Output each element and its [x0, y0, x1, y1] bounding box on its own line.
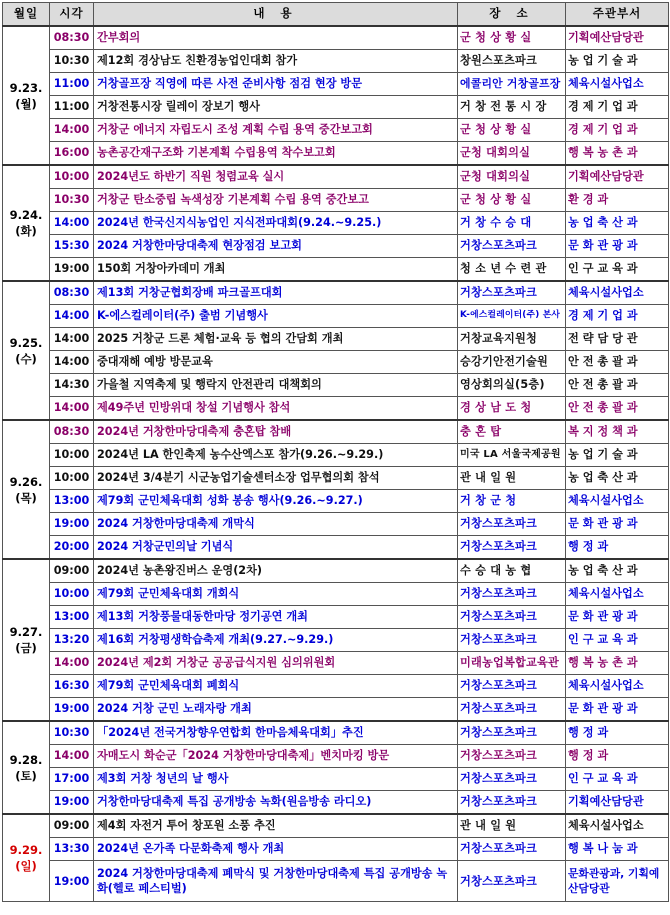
event-content: 2024 거창 군민 노래자랑 개최 — [94, 698, 458, 722]
schedule-row — [3, 73, 669, 96]
event-dept: 기획예산담당관 — [566, 165, 669, 189]
event-time: 10:30 — [50, 50, 94, 73]
schedule-row — [3, 142, 669, 166]
event-dept: 농 업 기 술 과 — [566, 444, 669, 467]
event-content: 2024 거창한마당대축제 개막식 — [94, 513, 458, 536]
event-place: 군 청 상 황 실 — [458, 189, 566, 212]
event-place: 거창스포츠파크 — [458, 606, 566, 629]
event-dept: 환 경 과 — [566, 189, 669, 212]
day-cell — [3, 26, 50, 165]
event-content: 거창군 탄소중립 녹색성장 기본계획 수립 용역 중간보고 — [94, 189, 458, 212]
schedule-row — [3, 768, 669, 791]
schedule-row — [3, 559, 669, 583]
event-time: 13:00 — [50, 606, 94, 629]
event-content: 간부회의 — [94, 26, 458, 50]
event-dept: 체육시설사업소 — [566, 73, 669, 96]
event-time: 19:00 — [50, 258, 94, 282]
event-content: 중대재해 예방 방문교육 — [94, 351, 458, 374]
event-place: 거 창 수 승 대 — [458, 212, 566, 235]
schedule-row — [3, 490, 669, 513]
event-time: 10:00 — [50, 444, 94, 467]
schedule-row — [3, 374, 669, 397]
header-day: 월일 — [3, 3, 50, 27]
event-time: 13:30 — [50, 838, 94, 861]
event-content: 2024년 3/4분기 시군농업기술센터소장 업무협의회 참석 — [94, 467, 458, 490]
schedule-row — [3, 791, 669, 815]
event-dept: 행 정 과 — [566, 721, 669, 745]
event-place: 거창스포츠파크 — [458, 721, 566, 745]
schedule-row — [3, 258, 669, 282]
event-time: 19:00 — [50, 513, 94, 536]
day-weekday: (수) — [15, 351, 37, 366]
schedule-row — [3, 189, 669, 212]
event-place: 거 창 군 청 — [458, 490, 566, 513]
event-time: 13:00 — [50, 490, 94, 513]
event-time: 14:00 — [50, 397, 94, 421]
day-weekday: (화) — [15, 224, 37, 238]
event-content: 「2024년 전국거창향우연합회 한마음체육대회」추진 — [94, 721, 458, 745]
event-dept: 행 복 나 눔 과 — [566, 838, 669, 861]
event-place: 거창스포츠파크 — [458, 583, 566, 606]
event-dept: 인 구 교 육 과 — [566, 629, 669, 652]
event-time: 19:00 — [50, 861, 94, 902]
event-time: 10:30 — [50, 189, 94, 212]
event-content: 거창한마당대축제 특집 공개방송 녹화(원음방송 라디오) — [94, 791, 458, 815]
event-dept: 행 복 농 촌 과 — [566, 652, 669, 675]
event-place: 관 내 일 원 — [458, 814, 566, 838]
event-place: 거창스포츠파크 — [458, 745, 566, 768]
header-time: 시각 — [50, 3, 94, 27]
schedule-row — [3, 96, 669, 119]
event-time: 14:00 — [50, 745, 94, 768]
event-content: 농촌공간재구조화 기본계획 수립용역 착수보고회 — [94, 142, 458, 166]
event-place: 군 청 상 황 실 — [458, 26, 566, 50]
event-place: 창원스포츠파크 — [458, 50, 566, 73]
event-content: 제3회 거창 청년의 날 행사 — [94, 768, 458, 791]
event-content: 제79회 군민체육대회 개회식 — [94, 583, 458, 606]
event-place: 거창스포츠파크 — [458, 235, 566, 258]
header-dept: 주관부서 — [566, 3, 669, 27]
event-place: 에콜리안 거창골프장 — [458, 73, 566, 96]
schedule-row — [3, 26, 669, 50]
schedule-row — [3, 50, 669, 73]
event-place: 미국 LA 서울국제공원 — [458, 444, 566, 467]
event-place: 군청 대회의실 — [458, 142, 566, 166]
schedule-body — [3, 26, 669, 902]
day-date: 9.24. — [9, 208, 43, 222]
day-weekday: (목) — [15, 490, 37, 505]
schedule-row — [3, 212, 669, 235]
event-dept: 안 전 총 괄 과 — [566, 351, 669, 374]
event-dept: 농 업 축 산 과 — [566, 467, 669, 490]
event-dept: 문 화 관 광 과 — [566, 606, 669, 629]
day-weekday: (월) — [15, 96, 37, 111]
schedule-row — [3, 814, 669, 838]
event-time: 09:00 — [50, 814, 94, 838]
schedule-row — [3, 838, 669, 861]
event-dept: 행 정 과 — [566, 536, 669, 560]
schedule-row — [3, 444, 669, 467]
event-dept: 경 제 기 업 과 — [566, 96, 669, 119]
event-dept: 기획예산담당관 — [566, 26, 669, 50]
event-place: 거 창 전 통 시 장 — [458, 96, 566, 119]
event-content: 2025 거창군 드론 체험·교육 등 협의 간담회 개최 — [94, 328, 458, 351]
event-time: 17:00 — [50, 768, 94, 791]
event-content: 제4회 자전거 투어 창포원 소풍 추진 — [94, 814, 458, 838]
event-content: 제79회 군민체육대회 성화 봉송 행사(9.26.~9.27.) — [94, 490, 458, 513]
event-dept: 전 략 담 당 관 — [566, 328, 669, 351]
event-content: 2024년 거창한마당대축제 충혼탑 참배 — [94, 420, 458, 444]
event-content: 거창골프장 직영에 따른 사전 준비사항 점검 현장 방문 — [94, 73, 458, 96]
event-place: 거창스포츠파크 — [458, 791, 566, 815]
schedule-row — [3, 652, 669, 675]
schedule-row — [3, 165, 669, 189]
schedule-row — [3, 861, 669, 902]
event-content: 2024년도 하반기 직원 청렴교육 실시 — [94, 165, 458, 189]
event-dept: 행 정 과 — [566, 745, 669, 768]
event-content: 제12회 경상남도 친환경농업인대회 참가 — [94, 50, 458, 73]
day-date: 9.25. — [9, 335, 43, 350]
event-time: 20:00 — [50, 536, 94, 560]
day-date: 9.27. — [9, 625, 43, 639]
schedule-row — [3, 583, 669, 606]
event-content: 자매도시 화순군「2024 거창한마당대축제」벤치마킹 방문 — [94, 745, 458, 768]
event-dept: 안 전 총 괄 과 — [566, 397, 669, 421]
event-dept: 농 업 축 산 과 — [566, 559, 669, 583]
event-time: 14:00 — [50, 351, 94, 374]
schedule-row — [3, 328, 669, 351]
event-dept: 농 업 축 산 과 — [566, 212, 669, 235]
event-time: 10:00 — [50, 583, 94, 606]
event-content: 제13회 거창군협회장배 파크골프대회 — [94, 281, 458, 305]
event-time: 14:30 — [50, 374, 94, 397]
schedule-row — [3, 745, 669, 768]
event-place: 거창스포츠파크 — [458, 675, 566, 698]
event-content: 제49주년 민방위대 창설 기념행사 참석 — [94, 397, 458, 421]
event-time: 10:00 — [50, 165, 94, 189]
schedule-sheet — [2, 2, 668, 902]
event-place: 거창교육지원청 — [458, 328, 566, 351]
event-place: 충 혼 탑 — [458, 420, 566, 444]
event-dept: 인 구 교 육 과 — [566, 768, 669, 791]
event-dept: 체육시설사업소 — [566, 490, 669, 513]
day-date: 9.29. — [9, 843, 43, 857]
event-content: 2024년 제2회 거창군 공공급식지원 심의위원회 — [94, 652, 458, 675]
event-content: 2024 거창한마당대축제 현장점검 보고회 — [94, 235, 458, 258]
event-dept: 복 지 정 책 과 — [566, 420, 669, 444]
event-time: 10:00 — [50, 467, 94, 490]
schedule-row — [3, 397, 669, 421]
event-dept: 체육시설사업소 — [566, 675, 669, 698]
event-content: 제79회 군민체육대회 폐회식 — [94, 675, 458, 698]
event-dept: 행 복 농 촌 과 — [566, 142, 669, 166]
event-time: 14:00 — [50, 212, 94, 235]
event-time: 13:20 — [50, 629, 94, 652]
event-time: 19:00 — [50, 791, 94, 815]
event-dept: 문 화 관 광 과 — [566, 235, 669, 258]
event-content: 2024년 온가족 다문화축제 행사 개최 — [94, 838, 458, 861]
event-place: 미래농업복합교육관 — [458, 652, 566, 675]
event-time: 14:00 — [50, 305, 94, 328]
event-place: 거창스포츠파크 — [458, 838, 566, 861]
event-time: 16:00 — [50, 142, 94, 166]
event-place: 군 청 상 황 실 — [458, 119, 566, 142]
event-dept: 경 제 기 업 과 — [566, 305, 669, 328]
event-place: 거창스포츠파크 — [458, 698, 566, 722]
schedule-row — [3, 119, 669, 142]
event-time: 15:30 — [50, 235, 94, 258]
event-place: 거창스포츠파크 — [458, 768, 566, 791]
schedule-row — [3, 467, 669, 490]
event-place: 거창스포츠파크 — [458, 536, 566, 560]
day-date: 9.28. — [9, 752, 43, 767]
event-dept: 문 화 관 광 과 — [566, 698, 669, 722]
day-date: 9.23. — [9, 80, 43, 95]
event-place: 청 소 년 수 련 관 — [458, 258, 566, 282]
schedule-row — [3, 606, 669, 629]
event-dept: 인 구 교 육 과 — [566, 258, 669, 282]
event-time: 08:30 — [50, 420, 94, 444]
day-cell — [3, 814, 50, 902]
day-cell — [3, 559, 50, 721]
event-place: 승강기안전기술원 — [458, 351, 566, 374]
event-place: 경 상 남 도 청 — [458, 397, 566, 421]
event-place: 거창스포츠파크 — [458, 281, 566, 305]
event-dept: 안 전 총 괄 과 — [566, 374, 669, 397]
event-time: 09:00 — [50, 559, 94, 583]
header-row — [3, 3, 669, 27]
schedule-row — [3, 420, 669, 444]
event-place: 거창스포츠파크 — [458, 629, 566, 652]
event-dept: 체육시설사업소 — [566, 814, 669, 838]
event-time: 08:30 — [50, 281, 94, 305]
event-content: 제13회 거창풍물대동한마당 정기공연 개최 — [94, 606, 458, 629]
event-time: 19:00 — [50, 698, 94, 722]
event-content: K-에스컬레이터(주) 출범 기념행사 — [94, 305, 458, 328]
event-dept: 체육시설사업소 — [566, 583, 669, 606]
event-content: 거창군 에너지 자립도시 조성 계획 수립 용역 중간보고회 — [94, 119, 458, 142]
schedule-row — [3, 513, 669, 536]
event-time: 11:00 — [50, 73, 94, 96]
event-place: 거창스포츠파크 — [458, 861, 566, 902]
day-weekday: (토) — [15, 768, 37, 783]
day-cell — [3, 165, 50, 281]
schedule-row — [3, 235, 669, 258]
event-content: 거창전통시장 릴레이 장보기 행사 — [94, 96, 458, 119]
schedule-row — [3, 281, 669, 305]
event-time: 14:00 — [50, 328, 94, 351]
event-content: 가을철 지역축제 및 행락지 안전관리 대책회의 — [94, 374, 458, 397]
event-place: 거창스포츠파크 — [458, 513, 566, 536]
day-date: 9.26. — [9, 474, 43, 489]
schedule-row — [3, 721, 669, 745]
schedule-row — [3, 629, 669, 652]
day-cell — [3, 420, 50, 559]
day-cell — [3, 721, 50, 814]
event-time: 14:00 — [50, 119, 94, 142]
event-place: 영상회의실(5층) — [458, 374, 566, 397]
event-content: 2024 거창한마당대축제 폐막식 및 거창한마당대축제 특집 공개방송 녹화(헬로 페스티벌) — [94, 861, 458, 902]
event-place: 관 내 일 원 — [458, 467, 566, 490]
event-dept: 문화관광과, 기획예산담당관 — [566, 861, 669, 902]
event-place: K-에스컬레이터(주) 본사 — [458, 305, 566, 328]
schedule-row — [3, 305, 669, 328]
event-dept: 문 화 관 광 과 — [566, 513, 669, 536]
event-content: 2024년 한국신지식농업인 지식전파대회(9.24.~9.25.) — [94, 212, 458, 235]
weekly-schedule-table — [2, 2, 669, 902]
event-content: 2024년 LA 한인축제 농수산엑스포 참가(9.26.~9.29.) — [94, 444, 458, 467]
event-content: 2024년 농촌왕진버스 운영(2차) — [94, 559, 458, 583]
event-dept: 체육시설사업소 — [566, 281, 669, 305]
event-time: 16:30 — [50, 675, 94, 698]
event-time: 08:30 — [50, 26, 94, 50]
schedule-row — [3, 698, 669, 722]
day-weekday: (금) — [15, 641, 37, 655]
event-content: 150회 거창아카데미 개최 — [94, 258, 458, 282]
schedule-row — [3, 536, 669, 560]
event-dept: 경 제 기 업 과 — [566, 119, 669, 142]
header-content: 내 용 — [94, 3, 458, 27]
event-dept: 농 업 기 술 과 — [566, 50, 669, 73]
event-time: 14:00 — [50, 652, 94, 675]
header-place: 장 소 — [458, 3, 566, 27]
event-place: 수 승 대 농 협 — [458, 559, 566, 583]
day-cell — [3, 281, 50, 420]
event-dept: 기획예산담당관 — [566, 791, 669, 815]
event-content: 제16회 거창평생학습축제 개최(9.27.~9.29.) — [94, 629, 458, 652]
schedule-row — [3, 351, 669, 374]
event-time: 10:30 — [50, 721, 94, 745]
day-weekday: (일) — [15, 859, 37, 873]
event-place: 군청 대회의실 — [458, 165, 566, 189]
event-time: 11:00 — [50, 96, 94, 119]
event-content: 2024 거창군민의날 기념식 — [94, 536, 458, 560]
schedule-row — [3, 675, 669, 698]
